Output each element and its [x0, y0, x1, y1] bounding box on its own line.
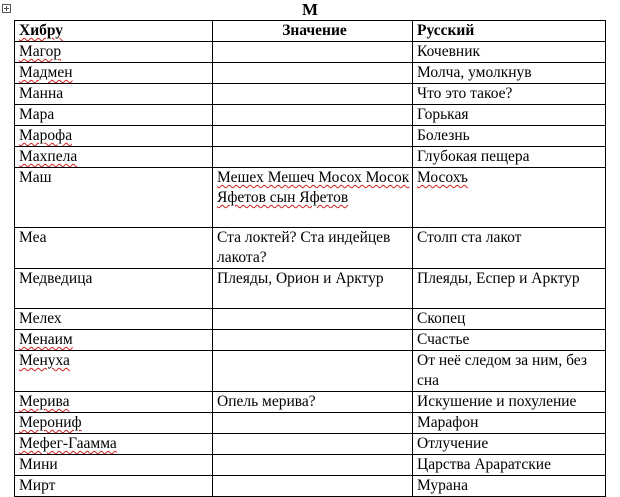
cell-russian: Скопец [413, 309, 606, 330]
cell-russian: Что это такое? [413, 84, 606, 105]
cell-meaning [213, 147, 413, 168]
cell-hebrew: Мерониф [15, 413, 213, 434]
cell-russian: Болезнь [413, 126, 606, 147]
cell-hebrew: Манна [15, 84, 213, 105]
cell-meaning [213, 413, 413, 434]
cell-meaning [213, 434, 413, 455]
cell-hebrew: Марофа [15, 126, 213, 147]
cell-meaning [213, 309, 413, 330]
table-row [15, 392, 606, 413]
glossary-table [14, 20, 606, 497]
table-row [15, 228, 606, 269]
cell-hebrew: Мелех [15, 309, 213, 330]
table-row [15, 476, 606, 497]
table-row [15, 168, 606, 228]
cell-meaning [213, 84, 413, 105]
cell-meaning [213, 42, 413, 63]
cell-meaning: Ста локтей? Ста индейцев лакота? [213, 228, 413, 269]
header-meaning: Значение [213, 21, 413, 42]
cell-meaning [213, 330, 413, 351]
cell-russian: Искушение и похуление [413, 392, 606, 413]
cell-meaning [213, 105, 413, 126]
cell-meaning: Плеяды, Орион и Арктур [213, 269, 413, 309]
header-hebrew: Хибру [15, 21, 213, 42]
table-row [15, 455, 606, 476]
page-title: М [301, 0, 319, 19]
cell-meaning [213, 63, 413, 84]
cell-meaning [213, 351, 413, 392]
cell-hebrew: Менуха [15, 351, 213, 392]
table-row [15, 413, 606, 434]
cell-hebrew: Менаим [15, 330, 213, 351]
cell-hebrew: Махпела [15, 147, 213, 168]
table-row [15, 147, 606, 168]
table-row [15, 42, 606, 63]
cell-russian: Горькая [413, 105, 606, 126]
table-row [15, 309, 606, 330]
cell-hebrew: Мирт [15, 476, 213, 497]
cell-russian: Глубокая пещера [413, 147, 606, 168]
cell-russian: Царства Араратские [413, 455, 606, 476]
table-header-row [15, 21, 606, 42]
table-row [15, 126, 606, 147]
table-row [15, 84, 606, 105]
cell-hebrew: Магор [15, 42, 213, 63]
cell-meaning: Мешех Мешеч Мосох Мосок Яфетов сын Яфетов [213, 168, 413, 228]
cell-meaning [213, 476, 413, 497]
cell-russian: Столп ста лакот [413, 228, 606, 269]
cell-russian: Плеяды, Еспер и Арктур [413, 269, 606, 309]
cell-hebrew: Меа [15, 228, 213, 269]
table-row [15, 330, 606, 351]
cell-hebrew: Мадмен [15, 63, 213, 84]
table-row [15, 351, 606, 392]
table-row [15, 269, 606, 309]
cell-hebrew: Маш [15, 168, 213, 228]
header-russian: Русский [413, 21, 606, 42]
cell-hebrew: Мини [15, 455, 213, 476]
cell-hebrew: Мерива [15, 392, 213, 413]
cell-hebrew: Мара [15, 105, 213, 126]
cell-russian: Молча, умолкнув [413, 63, 606, 84]
cell-russian: Марафон [413, 413, 606, 434]
cell-russian: От неё следом за ним, без сна [413, 351, 606, 392]
cell-russian: Мурана [413, 476, 606, 497]
cell-russian: Отлучение [413, 434, 606, 455]
table-row [15, 105, 606, 126]
cell-russian: Мосохъ [413, 168, 606, 228]
cell-russian: Счастье [413, 330, 606, 351]
cell-russian: Кочевник [413, 42, 606, 63]
cell-meaning [213, 455, 413, 476]
table-row [15, 434, 606, 455]
cell-meaning [213, 126, 413, 147]
table-row [15, 63, 606, 84]
cell-hebrew: Медведица [15, 269, 213, 309]
cell-meaning: Опель мерива? [213, 392, 413, 413]
cell-hebrew: Мефег-Гаамма [15, 434, 213, 455]
